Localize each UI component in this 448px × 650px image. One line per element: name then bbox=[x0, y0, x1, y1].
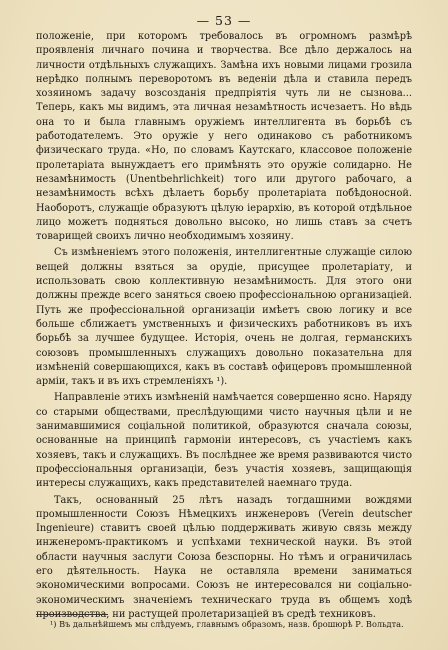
body-text bbox=[36, 30, 412, 622]
paragraph-1: положеніе, при которомъ требовалось въ огромномъ размѣрѣ проявленія личнаго почина и творчества. Все дѣло держалось на личности отдѣльныхъ служащихъ. Замѣна ихъ новыми лицами грозила нерѣдко полнымъ переворотомъ въ веденіи дѣла и ставила передъ хозяиномъ задачу возсозданія предпріятія чуть ли не сызнова... Теперь, какъ мы видимъ, эта личная незамѣтность исчезаетъ. Но вѣдь она то и была главнымъ оружіемъ интеллигента въ борьбѣ съ работодателемъ. Это оружіе у него одинаково съ работникомъ физическаго труда. «Но, по словамъ Каутскаго, классовое положеніе пролетаріата вынуждаетъ его примѣнять это оружіе солидарно. Не незамѣнимость (Unentbehrlichkeit) того или другого рабочаго, а незамѣнимость всѣхъ дѣлаетъ борьбу пролетаріата побѣдоносной. Наоборотъ, служащіе образуютъ цѣлую іерархію, въ которой отдѣльное лицо можетъ подняться довольно высоко, но лишь ставъ за счетъ товарищей своихъ лично необходимымъ хозяину. bbox=[36, 31, 412, 243]
page-number: — 53 — bbox=[196, 13, 252, 28]
paragraph-2: Съ измѣненіемъ этого положенія, интеллигентные служащіе силою вещей должны взяться за орудіе, присущее пролетаріату, и использовать свою коллективную незамѣнимость. Для этого они должны прежде всего заняться своею профессіональною организаціей. Путь же профессіональной организаціи имѣетъ свою логику и все больше сближаетъ умственныхъ и физическихъ работниковъ въ ихъ борьбѣ за лучшее будущее. Исторія, очень не долгая, германскихъ союзовъ промышленныхъ служащихъ довольно показательна для измѣненій совершающихся, какъ въ составѣ офицеровъ промышленной арміи, такъ и въ ихъ стремленіяхъ ¹). bbox=[36, 247, 412, 388]
paragraph-3: Направленіе этихъ измѣненій намѣчается совершенно ясно. Наряду со старыми обществами, преслѣдующими чисто научныя цѣли и не занимавшимися соціальной политикой, образуются сначала союзы, основанные на принципѣ гармоніи интересовъ, съ участіемъ какъ хозяевъ, такъ и служащихъ. Въ послѣднее же время развиваются чисто профессіональныя организаціи, безъ участія хозяевъ, защищающія интересы служащихъ, какъ представителей наемнаго труда. bbox=[36, 392, 412, 490]
paragraph-4: Такъ, основанный 25 лѣтъ назадъ тогдашними вождями промышленности Союзъ Нѣмецкихъ инженеровъ (Verein deutscher Ingenieure) ставитъ своей цѣлью поддерживать живую связь между инженеромъ-практикомъ и успѣхами технической науки. Въ этой области научныя заслуги Союза безспорны. Но тѣмъ и ограничилась его дѣятельность. Наука не оставляла времени заниматься экономическими вопросами. Союзъ не интересовался ни соціально-экономическимъ значеніемъ техническаго труда въ общемъ ходѣ производства, ни растущей пролетаризаціей въ средѣ техниковъ. bbox=[36, 494, 412, 620]
footnote-divider bbox=[36, 614, 108, 615]
footnote: ¹) Въ дальнѣйшемъ мы слѣдуемъ, главнымъ образомъ, назв. брошюрѣ Р. Вольдта. bbox=[50, 619, 404, 629]
